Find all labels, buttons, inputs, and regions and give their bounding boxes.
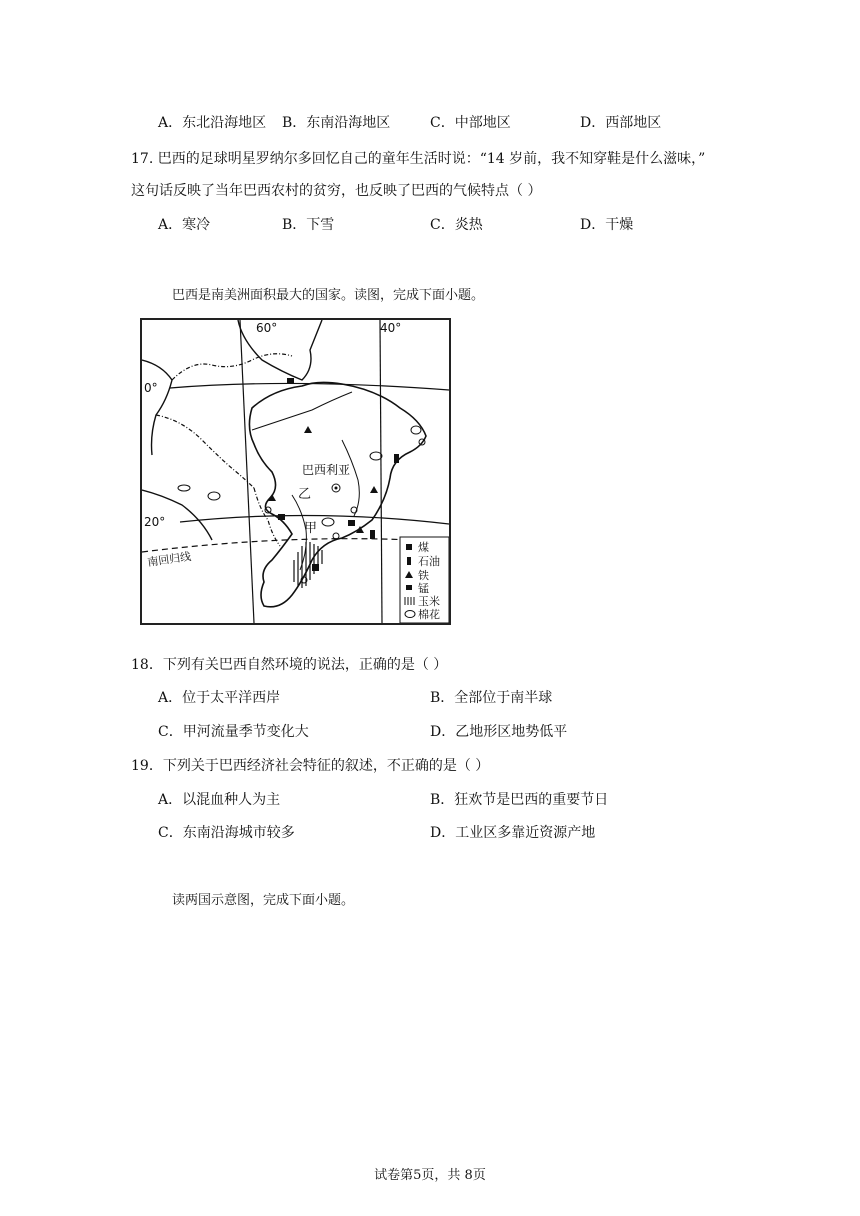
capital-dot (335, 487, 338, 490)
q18-option-d: D．乙地形区地势低平 (430, 724, 568, 740)
q18-option-c: C．甲河流量季节变化大 (158, 724, 309, 740)
manganese-symbol (348, 520, 355, 526)
q16-option-b: B．东南沿海地区 (282, 115, 391, 131)
q19-option-d: D．工业区多靠近资源产地 (430, 825, 596, 841)
meridian-40 (380, 320, 382, 623)
iron-symbol (268, 494, 276, 501)
legend-coal-label: 煤 (418, 541, 429, 554)
oil-symbol (394, 454, 399, 463)
intro-brazil: 巴西是南美洲面积最大的国家。读图，完成下面小题。 (172, 288, 485, 303)
q17-stem-line1: 17. 巴西的足球明星罗纳尔多回忆自己的童年生活时说：“14 岁前，我不知穿鞋是什么滋味，” (131, 151, 706, 167)
lake-2 (208, 492, 220, 500)
lat-label-0: 0° (144, 381, 158, 395)
brazil-map (140, 318, 451, 625)
border-west (156, 415, 254, 488)
brazil-map-svg (142, 320, 449, 623)
legend-corn-label: 玉米 (418, 595, 440, 608)
corn-area (294, 542, 322, 588)
q18-stem: 18．下列有关巴西自然环境的说法，正确的是（ ） (131, 657, 448, 673)
q17-option-c: C．炎热 (430, 217, 483, 233)
river-label: 甲 (304, 521, 318, 536)
legend-manganese-label: 锰 (418, 582, 429, 595)
legend-iron-label: 铁 (418, 569, 429, 582)
lon-label-40: 40° (380, 321, 402, 335)
iron-symbol (304, 426, 312, 433)
q19-option-b: B．狂欢节是巴西的重要节日 (430, 792, 609, 808)
map-legend (400, 537, 449, 623)
legend-coal-icon (406, 544, 412, 550)
iron-symbol (370, 486, 378, 493)
legend-oil-label: 石油 (418, 555, 440, 568)
legend-manganese-icon (406, 585, 412, 590)
capital-label: 巴西利亚 (302, 463, 351, 477)
q16-option-d: D．西部地区 (580, 115, 662, 131)
q17-stem-line2: 这句话反映了当年巴西农村的贫穷，也反映了巴西的气候特点（ ） (131, 183, 542, 199)
q19-stem: 19．下列关于巴西经济社会特征的叙述，不正确的是（ ） (131, 758, 490, 774)
manganese-symbol (287, 378, 294, 384)
q18-option-b: B．全部位于南半球 (430, 690, 553, 706)
intro-two-countries: 读两国示意图，完成下面小题。 (172, 893, 355, 908)
q18-option-a: A．位于太平洋西岸 (158, 690, 281, 706)
legend-oil-icon (407, 557, 411, 565)
cotton-symbol (370, 452, 382, 460)
meridian-60 (240, 320, 254, 623)
manganese-symbol (278, 514, 285, 520)
region-label: 乙 (298, 487, 312, 502)
q16-option-c: C．中部地区 (430, 115, 511, 131)
legend-cotton-label: 棉花 (418, 608, 440, 621)
coast-north (238, 320, 322, 380)
tropic-label: 南回归线 (146, 549, 192, 569)
lat-label-20: 20° (144, 515, 166, 529)
q17-option-d: D．干燥 (580, 217, 634, 233)
cotton-symbol (322, 518, 334, 526)
q16-option-a: A．东北沿海地区 (158, 115, 267, 131)
cotton-symbol (411, 426, 421, 434)
q19-option-a: A．以混血种人为主 (158, 792, 281, 808)
coast-west (142, 360, 172, 455)
river-east (342, 440, 359, 516)
q17-option-b: B．下雪 (282, 217, 335, 233)
q19-option-c: C．东南沿海城市较多 (158, 825, 295, 841)
page-footer: 试卷第5页，共 8页 (374, 1168, 486, 1183)
city-symbol (333, 533, 339, 539)
oil-symbol (370, 530, 375, 539)
lake-1 (178, 485, 190, 491)
lon-label-60: 60° (256, 321, 278, 335)
q17-option-a: A．寒冷 (158, 217, 211, 233)
